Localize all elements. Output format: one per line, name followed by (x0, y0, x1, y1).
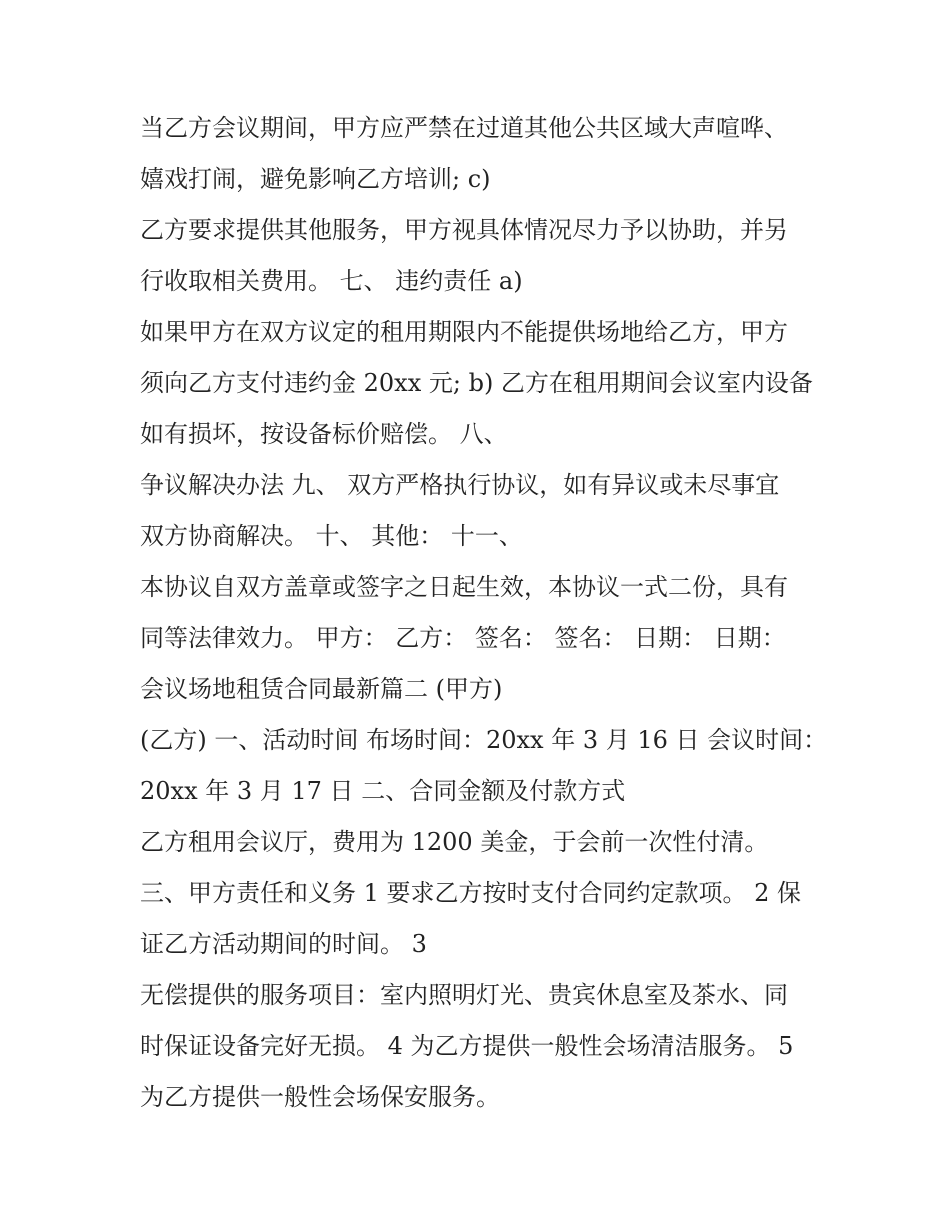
text-line: 行收取相关费用。 七、 违约责任 a) (140, 267, 523, 295)
text-line: 乙方要求提供其他服务，甲方视具体情况尽力予以协助，并另 (140, 216, 788, 244)
text-line: 无偿提供的服务项目：室内照明灯光、贵宾休息室及茶水、同 (140, 981, 788, 1009)
text-line: 如有损坏，按设备标价赔偿。 八、 (140, 420, 508, 448)
text-line: 为乙方提供一般性会场保安服务。 (140, 1083, 500, 1111)
text-line: 证乙方活动期间的时间。 3 (140, 930, 427, 958)
text-line: 争议解决办法 九、 双方严格执行协议，如有异议或未尽事宜 (140, 471, 780, 499)
text-line: 嬉戏打闹，避免影响乙方培训; c) (140, 165, 491, 193)
text-line: 三、甲方责任和义务 1 要求乙方按时支付合同约定款项。 2 保 (140, 879, 802, 907)
document-body (140, 103, 828, 1123)
text-line: 时保证设备完好无损。 4 为乙方提供一般性会场清洁服务。 5 (140, 1032, 794, 1060)
text-line: 如果甲方在双方议定的租用期限内不能提供场地给乙方，甲方 (140, 318, 788, 346)
text-line: 本协议自双方盖章或签字之日起生效，本协议一式二份，具有 (140, 573, 788, 601)
text-line: 当乙方会议期间，甲方应严禁在过道其他公共区域大声喧哗、 (140, 114, 788, 142)
text-line: 同等法律效力。 甲方： 乙方： 签名： 签名： 日期： 日期： (140, 624, 786, 652)
text-line: 乙方租用会议厅，费用为 1200 美金，于会前一次性付清。 (140, 828, 769, 856)
section-heading: 会议场地租赁合同最新篇二 (甲方) (140, 675, 503, 703)
text-line: (乙方) 一、活动时间 布场时间：20xx 年 3 月 16 日 会议时间： (140, 726, 828, 754)
text-line: 须向乙方支付违约金 20xx 元; b) 乙方在租用期间会议室内设备 (140, 369, 813, 397)
text-line: 20xx 年 3 月 17 日 二、合同金额及付款方式 (140, 777, 626, 805)
text-line: 双方协商解决。 十、 其他： 十一、 (140, 522, 523, 550)
